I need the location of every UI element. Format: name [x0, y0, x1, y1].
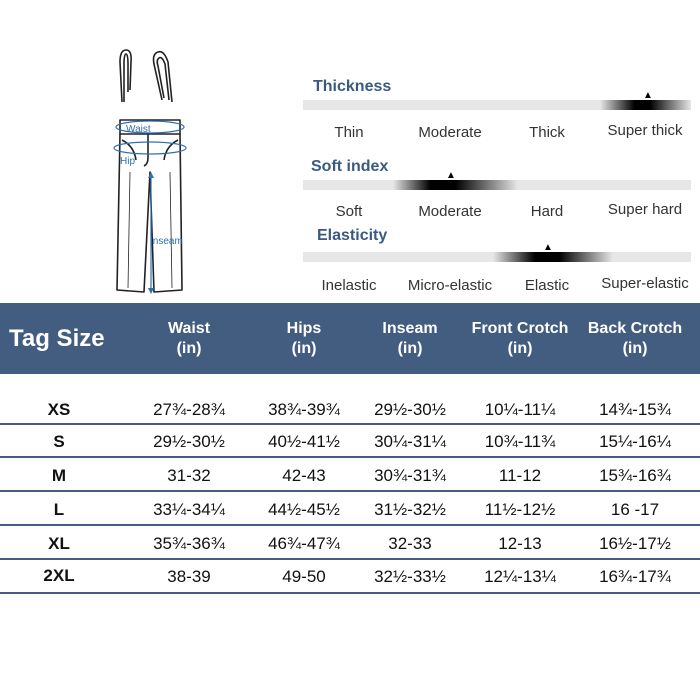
- m-back-crotch: 15¾-16¾: [599, 466, 671, 485]
- l-hips: 44½-45½: [268, 500, 340, 519]
- thickness-bar: [303, 90, 691, 110]
- size-2xl: 2XL: [43, 566, 75, 585]
- s-waist: 29½-30½: [153, 432, 225, 451]
- elasticity-marker: ▲: [543, 242, 553, 253]
- xl-inseam: 32-33: [388, 534, 432, 553]
- row-divider: [0, 490, 700, 492]
- xl-waist: 35¾-36¾: [153, 534, 225, 553]
- 2xl-back-crotch: 16¾-17¾: [599, 567, 671, 586]
- s-front-crotch: 10¾-11¾: [484, 432, 556, 451]
- xs-front-crotch: 10¼-11¼: [484, 400, 556, 419]
- thickness-marker: ▲: [643, 90, 653, 101]
- inseam-column-name: Inseam: [382, 320, 438, 337]
- front-crotch-column-name: Front Crotch: [471, 320, 569, 337]
- thickness-title: Thickness: [313, 78, 392, 95]
- m-hips: 42-43: [282, 466, 326, 485]
- 2xl-front-crotch: 12¼-13¼: [484, 567, 556, 586]
- l-inseam: 31½-32½: [374, 500, 446, 519]
- l-back-crotch: 16 -17: [610, 500, 660, 519]
- elasticity-option-super-elastic: Super-elastic: [601, 275, 689, 292]
- hip-label: Hip: [120, 156, 136, 167]
- l-waist: 33¼-34¼: [153, 500, 225, 519]
- soft-index-level-fill: [393, 180, 518, 190]
- bib-pants-diagram: [100, 42, 200, 304]
- elasticity-level-fill: [493, 252, 613, 262]
- xl-hips: 46¾-47¾: [268, 534, 340, 553]
- back-crotch-column-name: Back Crotch: [587, 320, 683, 337]
- size-xs: XS: [47, 400, 71, 419]
- front-crotch-column-unit: (in): [507, 340, 533, 357]
- waist-column-name: Waist: [167, 320, 211, 337]
- thickness-option-moderate: Moderate: [418, 124, 482, 141]
- soft-index-title: Soft index: [311, 158, 389, 175]
- waist-column-header: [129, 319, 249, 359]
- waist-column-unit: (in): [176, 340, 202, 357]
- m-waist: 31-32: [167, 466, 211, 485]
- 2xl-inseam: 32½-33½: [374, 567, 446, 586]
- size-s: S: [53, 432, 65, 451]
- inseam-column-header: [350, 319, 470, 359]
- row-divider: [0, 456, 700, 458]
- 2xl-waist: 38-39: [167, 567, 211, 586]
- back-crotch-column-unit: (in): [622, 340, 648, 357]
- waist-label: Waist: [126, 124, 151, 135]
- elasticity-option-inelastic: Inelastic: [321, 277, 377, 294]
- front-crotch-column-header: [460, 319, 580, 359]
- size-xl: XL: [48, 534, 70, 553]
- bib-pants-illustration: [100, 42, 200, 304]
- soft-index-option-moderate: Moderate: [418, 203, 482, 220]
- xs-hips: 38¾-39¾: [268, 400, 340, 419]
- thickness-option-super-thick: Super thick: [607, 122, 683, 139]
- row-divider: [0, 558, 700, 560]
- hips-column-name: Hips: [286, 320, 322, 337]
- hips-column-unit: (in): [291, 340, 317, 357]
- tag-size-header: Tag Size: [9, 325, 105, 352]
- row-divider: [0, 423, 700, 425]
- size-table-header: [0, 303, 700, 374]
- elasticity-bar: [303, 242, 691, 262]
- xl-back-crotch: 16½-17½: [599, 534, 671, 553]
- s-inseam: 30¼-31¼: [374, 432, 446, 451]
- xs-inseam: 29½-30½: [374, 400, 446, 419]
- row-divider: [0, 524, 700, 526]
- 2xl-hips: 49-50: [282, 567, 326, 586]
- m-inseam: 30¾-31¾: [374, 466, 446, 485]
- xl-front-crotch: 12-13: [498, 534, 542, 553]
- xs-back-crotch: 14¾-15¾: [599, 400, 671, 419]
- m-front-crotch: 11-12: [498, 466, 542, 485]
- soft-index-option-soft: Soft: [335, 203, 363, 220]
- thickness-option-thick: Thick: [529, 124, 565, 141]
- s-hips: 40½-41½: [268, 432, 340, 451]
- elasticity-option-micro-elastic: Micro-elastic: [407, 277, 493, 294]
- soft-index-option-hard: Hard: [530, 203, 564, 220]
- thickness-option-thin: Thin: [334, 124, 364, 141]
- soft-index-marker: ▲: [446, 170, 456, 181]
- elasticity-title: Elasticity: [317, 227, 388, 244]
- inseam-label: Inseam: [150, 236, 183, 247]
- hips-column-header: [244, 319, 364, 359]
- size-l: L: [53, 500, 65, 519]
- size-m: M: [51, 466, 67, 485]
- xs-waist: 27¾-28¾: [153, 400, 225, 419]
- back-crotch-column-header: [576, 319, 694, 359]
- soft-index-option-super-hard: Super hard: [607, 201, 683, 218]
- row-divider: [0, 592, 700, 594]
- soft-index-bar: [303, 170, 691, 190]
- thickness-level-fill: [600, 100, 691, 110]
- l-front-crotch: 11½-12½: [484, 500, 556, 519]
- inseam-column-unit: (in): [397, 340, 423, 357]
- elasticity-option-elastic: Elastic: [524, 277, 570, 294]
- s-back-crotch: 15¼-16¼: [599, 432, 671, 451]
